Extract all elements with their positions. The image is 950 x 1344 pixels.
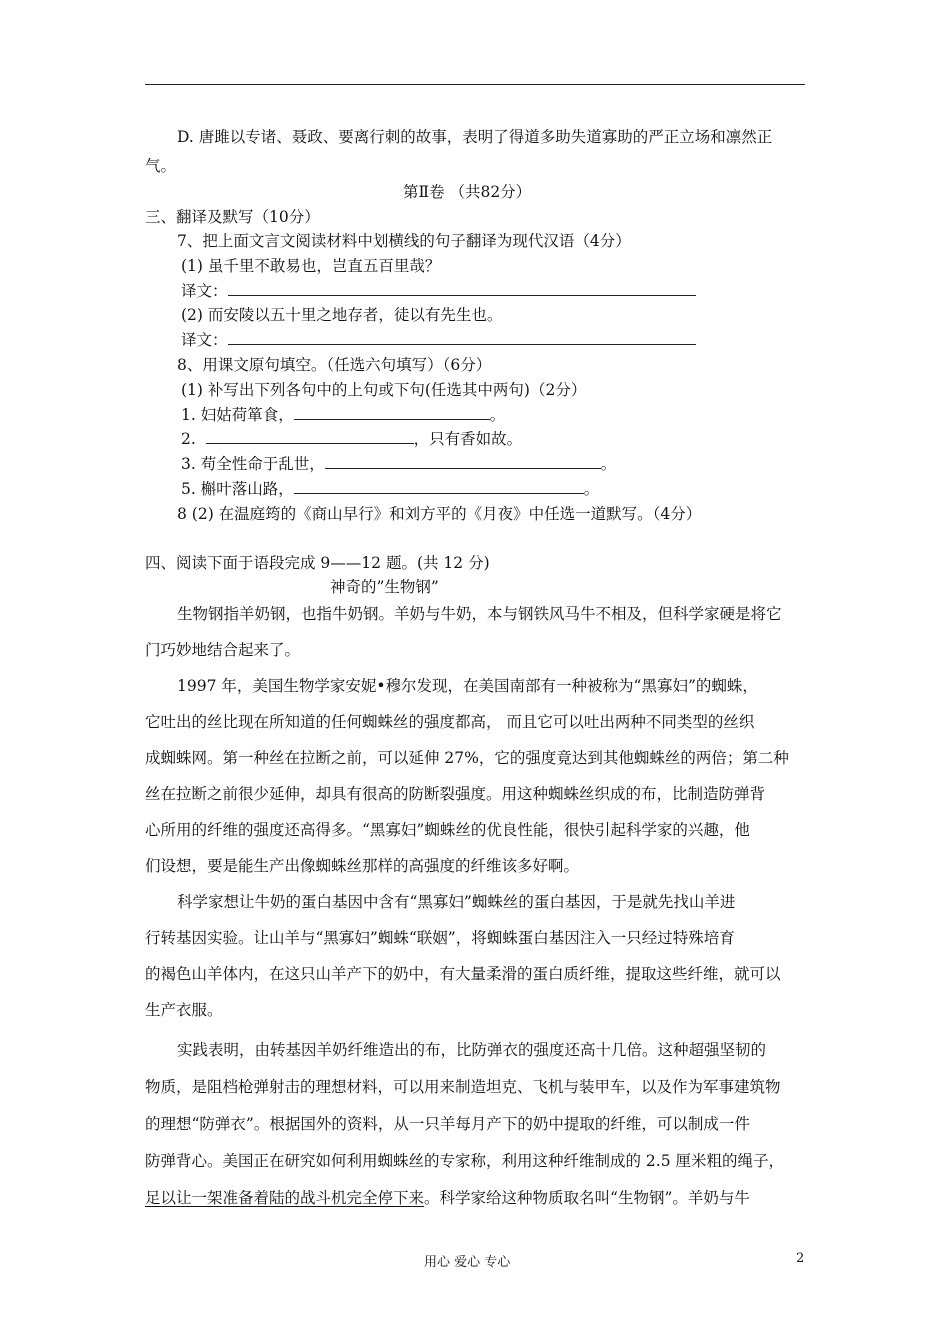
p2-line5: 心所用的纤维的强度还高得多。“黑寡妇”蜘蛛丝的优良性能，很快引起科学家的兴趣，他 <box>145 821 750 839</box>
section4-heading: 四、阅读下面于语段完成 9——12 题。(共 12 分) <box>145 554 490 572</box>
fill-blank-3[interactable] <box>325 453 601 469</box>
fill-item-5-prompt: 5. 槲叶落山路， <box>181 480 294 498</box>
p3-line4: 生产衣服。 <box>145 1001 223 1019</box>
question-7: 7、把上面文言文阅读材料中划横线的句子翻译为现代汉语（4分） <box>177 232 631 250</box>
p4-line2: 物质，是阻档枪弹射击的理想材料，可以用来制造坦克、飞机与装甲车，以及作为军事建筑物 <box>145 1078 781 1096</box>
question-8: 8、用课文原句填空。（任选六句填写）（6分） <box>177 356 492 374</box>
option-d-line2: 气。 <box>145 157 177 175</box>
question-8-1: (1) 补写出下列各句中的上句或下句(任选其中两句)（2分） <box>181 381 587 399</box>
page-footer: 用心 爱心 专心 <box>424 1255 511 1270</box>
underlined-sentence: 足以让一架准备着陆的战斗机完全停下来 <box>145 1189 425 1207</box>
fill-item-3 <box>181 452 616 474</box>
fill-blank-2[interactable] <box>206 428 414 444</box>
fill-item-5 <box>181 477 599 499</box>
question-7-1: (1) 虽千里不敢易也，岂直五百里哉？ <box>181 257 441 275</box>
fill-blank-1[interactable] <box>294 404 490 420</box>
p3-line2: 行转基因实验。让山羊与“黑寡妇”蜘蛛“联姻”，将蜘蛛蛋白基因注入一只经过特殊培育 <box>145 929 735 947</box>
fill-item-1-prompt: 1. 妇姑荷箪食， <box>181 406 294 424</box>
translation-label: 译文： <box>181 282 228 300</box>
fill-item-2-end: ，只有香如故。 <box>413 430 523 448</box>
question-7-2: (2) 而安陵以五十里之地存者，徒以有先生也。 <box>181 306 503 324</box>
fill-item-1 <box>181 403 505 425</box>
question-8-2: 8 (2) 在温庭筠的《商山早行》和刘方平的《月夜》中任选一道默写。（4分） <box>177 505 702 523</box>
option-d-line1: D. 唐雎以专诸、聂政、要离行刺的故事，表明了得道多助失道寡助的严正立场和凛然正 <box>177 128 773 146</box>
p1-line2: 门巧妙地结合起来了。 <box>145 641 301 659</box>
p2-line3: 成蜘蛛网。第一种丝在拉断之前，可以延伸 27%，它的强度竟达到其他蜘蛛丝的两倍；第二种 <box>145 749 789 767</box>
fill-item-3-prompt: 3. 苟全性命于乱世， <box>181 455 325 473</box>
fill-item-5-end: 。 <box>583 480 600 498</box>
fill-item-1-end: 。 <box>489 406 506 424</box>
fill-item-3-end: 。 <box>600 455 617 473</box>
p4-line1: 实践表明，由转基因羊奶纤维造出的布，比防弹衣的强度还高十几倍。这种超强坚韧的 <box>177 1041 767 1059</box>
p2-line1: 1997 年，美国生物学家安妮•穆尔发现，在美国南部有一种被称为“黑寡妇”的蜘蛛， <box>177 677 758 695</box>
p3-line3: 的褐色山羊体内，在这只山羊产下的奶中，有大量柔滑的蛋白质纤维，提取这些纤维，就可以 <box>145 965 781 983</box>
translation-label: 译文： <box>181 331 228 349</box>
p1-line1: 生物钢指羊奶钢，也指牛奶钢。羊奶与牛奶，本与钢铁风马牛不相及，但科学家硬是将它 <box>177 605 782 623</box>
p4-line3: 的理想“防弹衣”。根据国外的资料，从一只羊每月产下的奶中提取的纤维，可以制成一件 <box>145 1115 750 1133</box>
p4-line4: 防弹背心。美国正在研究如何利用蜘蛛丝的专家称，利用这种纤维制成的 2.5 厘米粗的绳子， <box>145 1152 785 1170</box>
p3-line1: 科学家想让牛奶的蛋白基因中含有“黑寡妇”蜘蛛丝的蛋白基因，于是就先找山羊进 <box>177 893 736 911</box>
translation-blank-2[interactable] <box>228 329 696 345</box>
p4-line5-rest: 。科学家给这种物质取名叫“生物钢”。羊奶与牛 <box>424 1189 750 1207</box>
volume-title: 第Ⅱ卷 （共82分） <box>403 183 532 201</box>
header-rule <box>145 84 805 85</box>
fill-item-2-prompt: 2. <box>181 430 196 448</box>
p2-line6: 们设想，要是能生产出像蜘蛛丝那样的高强度的纤维该多好啊。 <box>145 857 580 875</box>
p2-line2: 它吐出的丝比现在所知道的任何蜘蛛丝的强度都高， 而且它可以吐出两种不同类型的丝织 <box>145 713 755 731</box>
p2-line4: 丝在拉断之前很少延伸，却具有很高的防断裂强度。用这种蜘蛛丝织成的布，比制造防弹背 <box>145 785 766 803</box>
translation-line-2 <box>181 328 696 350</box>
translation-line-1 <box>181 279 696 301</box>
p4-line5 <box>145 1186 750 1208</box>
page-number: 2 <box>796 1251 805 1266</box>
fill-blank-5[interactable] <box>294 478 584 494</box>
fill-item-2 <box>181 427 522 449</box>
section3-heading: 三、翻译及默写（10分） <box>145 208 320 226</box>
translation-blank-1[interactable] <box>228 280 696 296</box>
passage-title: 神奇的”生物钢” <box>330 578 439 596</box>
